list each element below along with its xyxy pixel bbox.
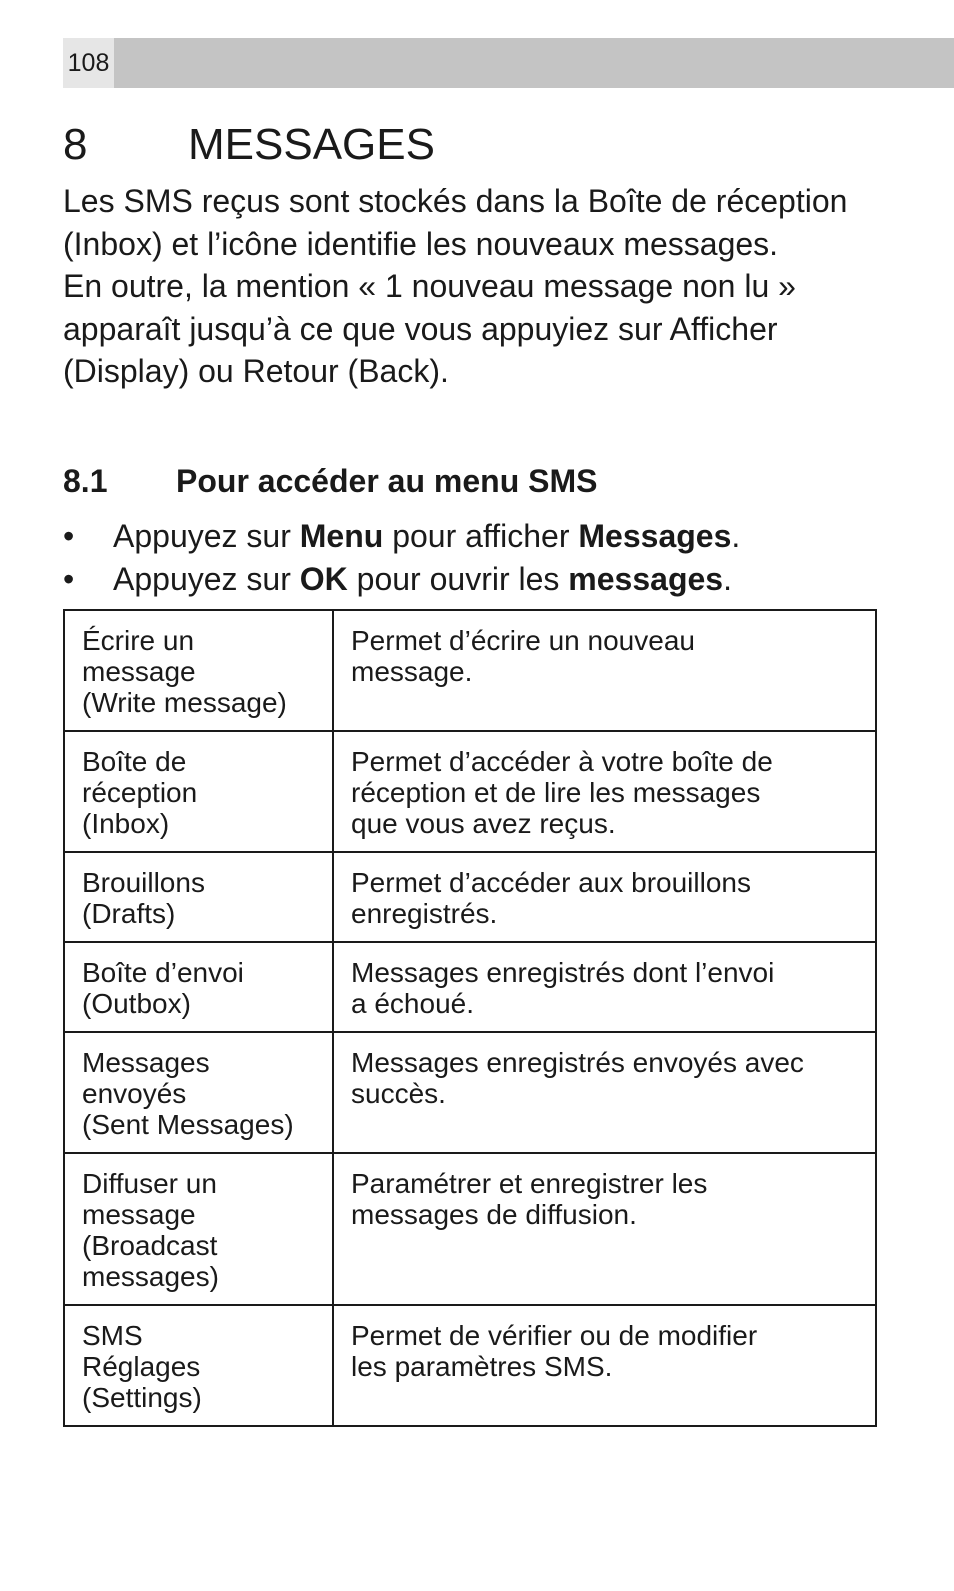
menu-option-cell <box>64 731 333 852</box>
menu-option-label: Réglages <box>82 1351 201 1382</box>
section-number: 8.1 <box>63 463 108 499</box>
instruction-list <box>63 515 740 600</box>
menu-description-cell <box>333 852 876 942</box>
intro-text <box>63 180 893 393</box>
menu-option-description: message. <box>351 656 473 687</box>
menu-option-description: Permet d’accéder à votre boîte de <box>351 746 773 777</box>
table-row <box>64 610 876 731</box>
chapter-title-text: MESSAGES <box>188 120 435 169</box>
menu-option-label: message <box>82 656 196 687</box>
menu-option-description: succès. <box>351 1078 446 1109</box>
menu-option-cell <box>64 1153 333 1305</box>
menu-option-cell <box>64 1032 333 1153</box>
instruction-text: . <box>731 518 741 554</box>
menu-option-label: (Settings) <box>82 1382 202 1413</box>
menu-option-description: Paramétrer et enregistrer les <box>351 1168 708 1199</box>
menu-option-cell <box>64 1305 333 1426</box>
intro-paragraph: En outre, la mention « 1 nouveau message non lu » apparaît jusqu’à ce que vous appuyiez sur Afficher (Display) ou Retour (Back). <box>63 268 796 389</box>
menu-option-cell <box>64 942 333 1032</box>
chapter-title <box>63 118 435 172</box>
sms-menu-table <box>63 609 877 1427</box>
instruction-keyword: OK <box>299 560 348 597</box>
table-row <box>64 942 876 1032</box>
sms-menu-table-body <box>64 610 876 1426</box>
instruction-keyword: messages <box>568 560 724 597</box>
menu-description-cell <box>333 1153 876 1305</box>
menu-option-description: messages de diffusion. <box>351 1199 637 1230</box>
menu-option-label: (Broadcast <box>82 1230 218 1261</box>
menu-option-label: Boîte de <box>82 746 187 777</box>
table-row <box>64 1305 876 1426</box>
menu-option-cell <box>64 610 333 731</box>
menu-option-description: que vous avez reçus. <box>351 808 616 839</box>
menu-option-label: messages) <box>82 1261 219 1292</box>
menu-option-label: (Drafts) <box>82 898 176 929</box>
menu-option-label: réception <box>82 777 198 808</box>
menu-description-cell <box>333 731 876 852</box>
menu-option-description: enregistrés. <box>351 898 498 929</box>
table-row <box>64 1032 876 1153</box>
menu-option-description: réception et de lire les messages <box>351 777 761 808</box>
menu-option-label: envoyés <box>82 1078 187 1109</box>
bullet-icon: • <box>63 518 75 554</box>
menu-option-description: Permet d’écrire un nouveau <box>351 625 695 656</box>
menu-option-description: Messages enregistrés dont l’envoi <box>351 957 775 988</box>
menu-option-description: a échoué. <box>351 988 474 1019</box>
page-header-bar <box>63 38 954 88</box>
table-row <box>64 852 876 942</box>
menu-option-label: Brouillons <box>82 867 205 898</box>
page-number: 108 <box>63 38 114 88</box>
instruction-text: pour afficher <box>383 518 579 554</box>
menu-option-label: Boîte d’envoi <box>82 957 244 988</box>
menu-option-description: Messages enregistrés envoyés avec <box>351 1047 804 1078</box>
menu-description-cell <box>333 1305 876 1426</box>
menu-option-label: Diffuser un <box>82 1168 217 1199</box>
instruction-keyword: Messages <box>578 518 732 554</box>
instruction-text: Appuyez sur <box>113 518 300 554</box>
menu-option-label: (Outbox) <box>82 988 191 1019</box>
instruction-text: Appuyez sur <box>113 560 300 597</box>
instruction-text: . <box>723 560 732 597</box>
table-row <box>64 731 876 852</box>
instruction-text: pour ouvrir les <box>347 560 569 597</box>
menu-description-cell <box>333 610 876 731</box>
menu-option-description: les paramètres SMS. <box>351 1351 613 1382</box>
menu-option-label: message <box>82 1199 196 1230</box>
instruction-item <box>63 558 740 601</box>
menu-option-description: Permet de vérifier ou de modifier <box>351 1320 758 1351</box>
intro-paragraph: Les SMS reçus sont stockés dans la Boîte de réception (Inbox) et l’icône identifie les nouveaux messages. <box>63 183 848 262</box>
menu-option-label: (Sent Messages) <box>82 1109 294 1140</box>
chapter-number: 8 <box>63 120 88 169</box>
bullet-icon: • <box>63 560 75 597</box>
menu-option-cell <box>64 852 333 942</box>
menu-option-description: Permet d’accéder aux brouillons <box>351 867 751 898</box>
instruction-item <box>63 515 740 558</box>
menu-option-label: Messages <box>82 1047 210 1078</box>
table-row <box>64 1153 876 1305</box>
menu-option-label: SMS <box>82 1320 143 1351</box>
menu-description-cell <box>333 942 876 1032</box>
menu-option-label: (Inbox) <box>82 808 170 839</box>
section-title <box>63 460 597 502</box>
menu-option-label: Écrire un <box>82 625 195 656</box>
menu-description-cell <box>333 1032 876 1153</box>
instruction-keyword: Menu <box>299 518 384 554</box>
section-title-text: Pour accéder au menu SMS <box>176 463 598 499</box>
menu-option-label: (Write message) <box>82 687 287 718</box>
